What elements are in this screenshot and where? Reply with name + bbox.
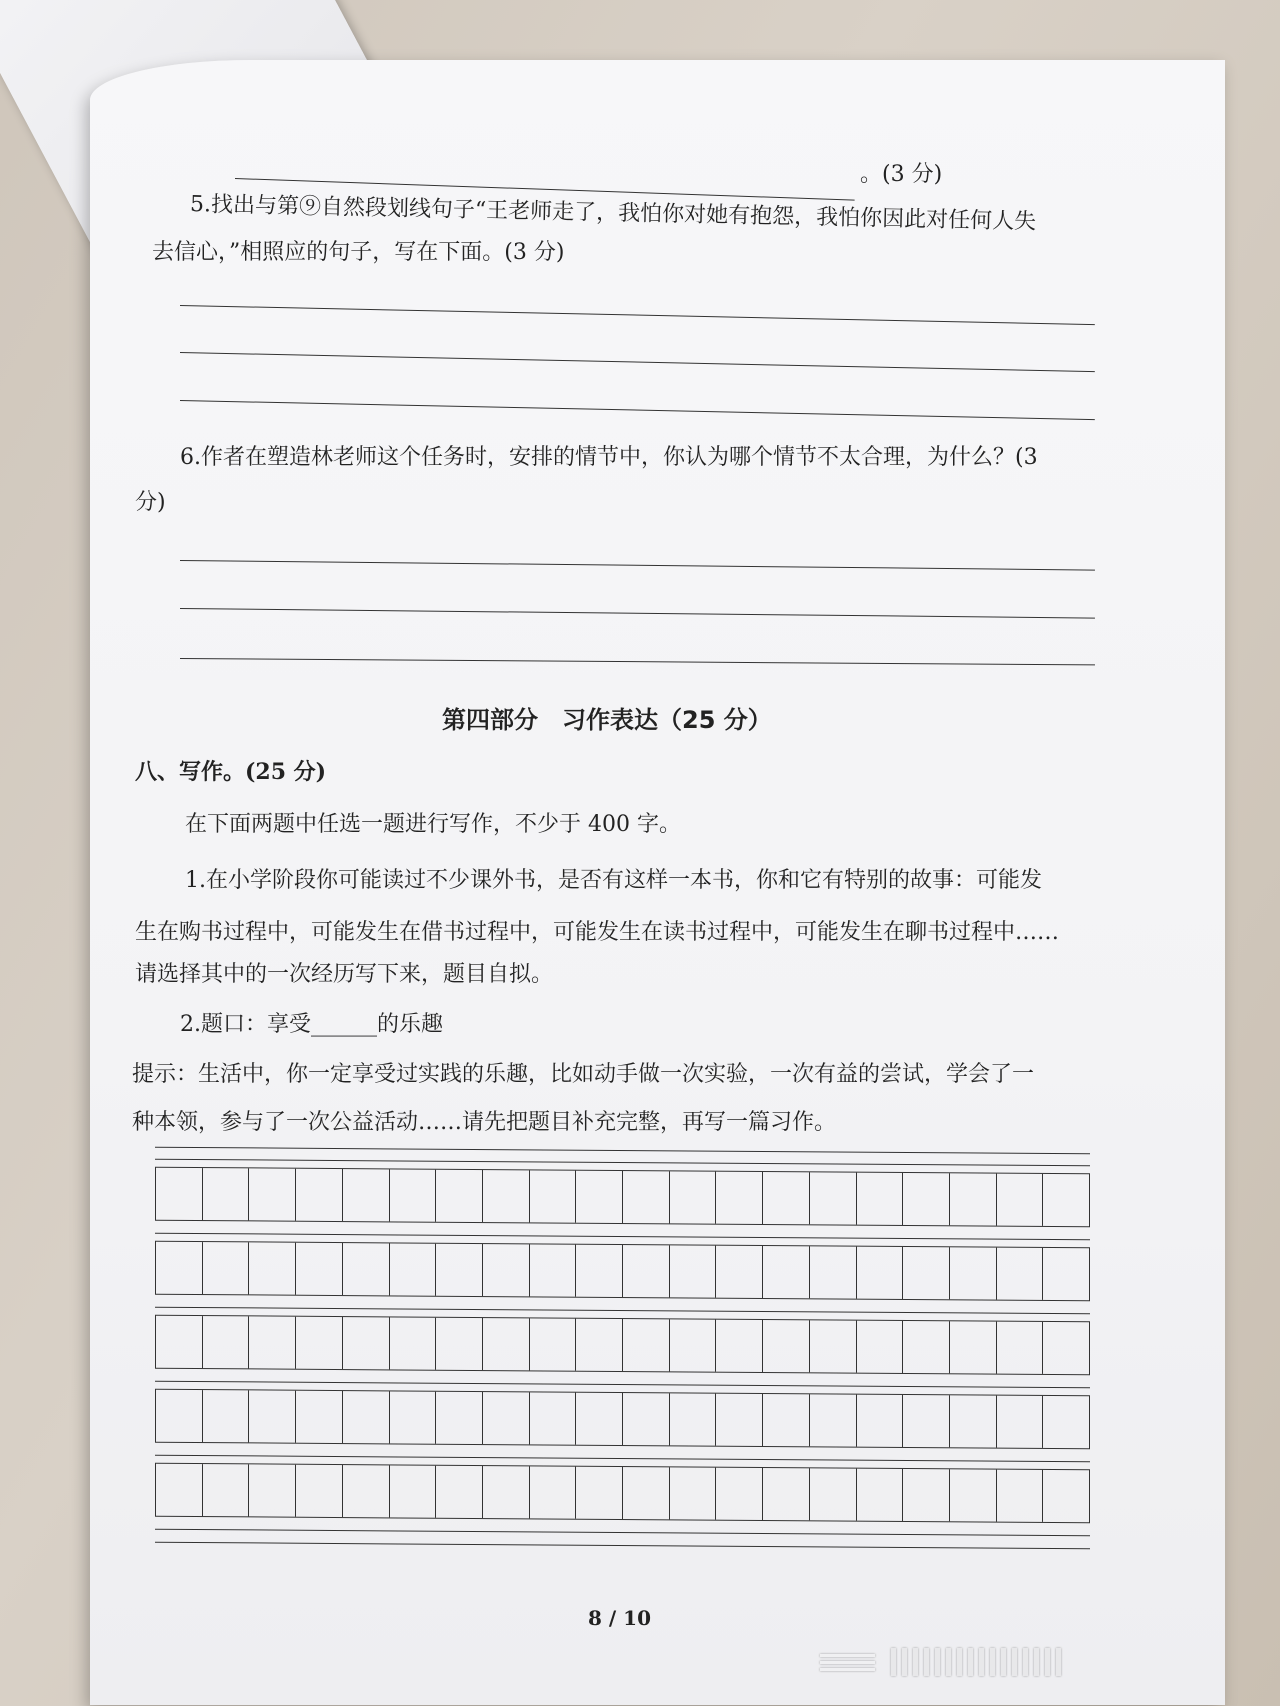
answer-line xyxy=(180,658,1095,665)
part-4-title: 第四部分 习作表达（25 分） xyxy=(442,706,772,734)
answer-line xyxy=(180,400,1095,420)
question-6-line2: 分) xyxy=(135,490,166,515)
option-1-line1: 1.在小学阶段你可能读过不少课外书，是否有这样一本书，你和它有特别的故事：可能发 xyxy=(185,868,1042,893)
watermark-logo xyxy=(820,1645,1260,1679)
answer-line xyxy=(180,560,1095,571)
hint-line1: 提示：生活中，你一定享受过实践的乐趣，比如动手做一次实验，一次有益的尝试，学会了一 xyxy=(132,1062,1035,1087)
answer-line xyxy=(180,608,1095,619)
option-1-line3: 请选择其中的一次经历写下来，题目自拟。 xyxy=(135,962,554,987)
question-5-line1: 5.找出与第⑨自然段划线句子“王老师走了，我怕你对她有抱怨，我怕你因此对任何人失 xyxy=(189,192,1037,235)
option-2-title: 2.题口：享受______的乐趣 xyxy=(180,1012,443,1037)
page-number: 8 / 10 xyxy=(588,1606,651,1630)
answer-line xyxy=(180,352,1095,372)
grid-row xyxy=(155,1167,1090,1228)
hint-line2: 种本领，参与了一次公益活动……请先把题目补充完整，再写一篇习作。 xyxy=(132,1110,837,1135)
question-6-line1: 6.作者在塑造林老师这个任务时，安排的情节中，你认为哪个情节不太合理，为什么？(3 xyxy=(180,445,1038,470)
prev-score: 。(3 分) xyxy=(860,162,943,187)
writing-intro: 在下面两题中任选一题进行写作，不少于 400 字。 xyxy=(185,812,681,837)
grid-row xyxy=(155,1315,1090,1376)
option-1-line2: 生在购书过程中，可能发生在借书过程中，可能发生在读书过程中，可能发生在聊书过程中…… xyxy=(135,920,1060,945)
grid-row xyxy=(155,1389,1090,1450)
question-5-line2: 去信心，”相照应的句子，写在下面。(3 分) xyxy=(152,240,565,265)
writing-heading: 八、写作。(25 分) xyxy=(135,759,327,785)
answer-line xyxy=(180,305,1095,325)
grid-row xyxy=(155,1463,1090,1524)
composition-grid xyxy=(155,1147,1090,1589)
grid-row xyxy=(155,1241,1090,1302)
